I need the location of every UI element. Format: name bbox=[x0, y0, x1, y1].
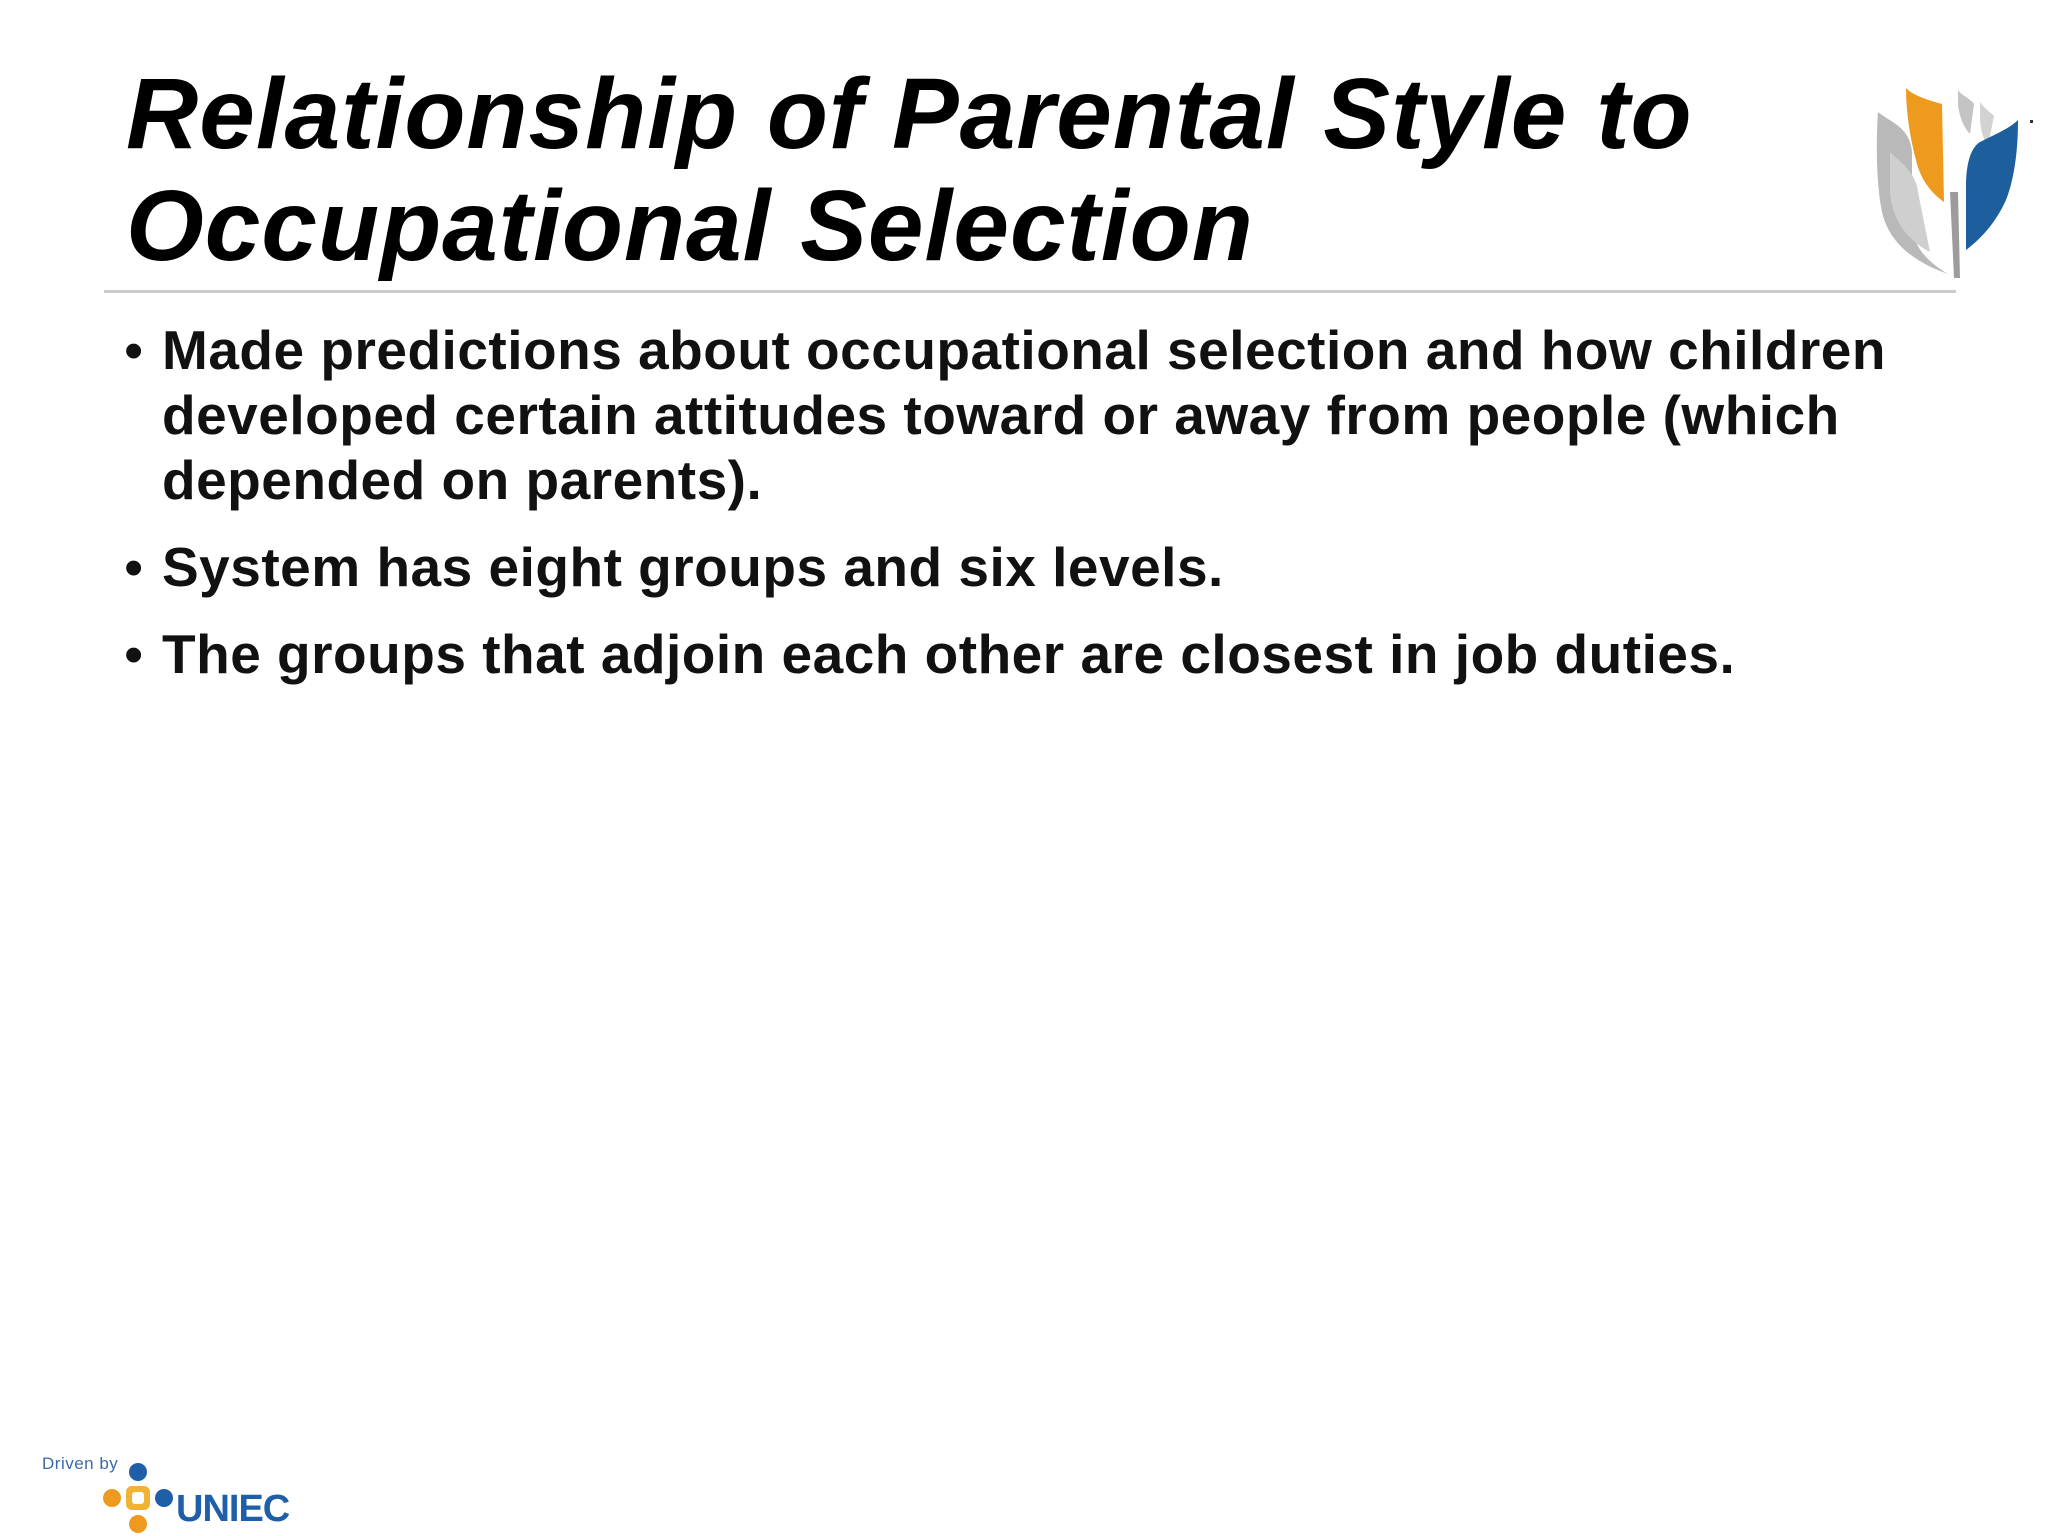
footer-branding bbox=[40, 1448, 300, 1536]
bullet-list bbox=[124, 318, 1924, 709]
bullet-text: The groups that adjoin each other are closest in job duties. bbox=[162, 623, 1736, 685]
bullet-item bbox=[124, 535, 1924, 600]
uniec-logo-icon bbox=[100, 1462, 176, 1534]
title-divider bbox=[104, 290, 1956, 293]
logo-center-inner bbox=[132, 1492, 144, 1504]
blue-leaf-shape bbox=[1966, 120, 2018, 250]
bullet-marker: • bbox=[124, 536, 144, 598]
bullet-marker: • bbox=[124, 319, 144, 381]
logo-dot-left bbox=[103, 1489, 121, 1507]
bullet-text: System has eight groups and six levels. bbox=[162, 536, 1224, 598]
bullet-text: Made predictions about occupational selection and how children developed certain attitudes toward or away from people (which depended on parents). bbox=[162, 319, 1886, 511]
driven-by-label: Driven by bbox=[42, 1454, 119, 1473]
logo-dot-bottom bbox=[129, 1515, 147, 1533]
stem-shape bbox=[1950, 192, 1960, 278]
bullet-item bbox=[124, 622, 1924, 687]
logo-dot-top bbox=[129, 1463, 147, 1481]
gray-accent-shape bbox=[1958, 90, 1974, 134]
bullet-marker: • bbox=[124, 623, 144, 685]
logo-dot-right bbox=[155, 1489, 173, 1507]
slide-title: Relationship of Parental Style to Occupational Selection bbox=[126, 58, 1693, 282]
uniec-brand-text: UNIEC bbox=[176, 1488, 290, 1530]
corner-dot bbox=[2030, 120, 2033, 123]
stylized-leaves-logo-icon bbox=[1870, 82, 2020, 282]
bullet-item bbox=[124, 318, 1924, 513]
